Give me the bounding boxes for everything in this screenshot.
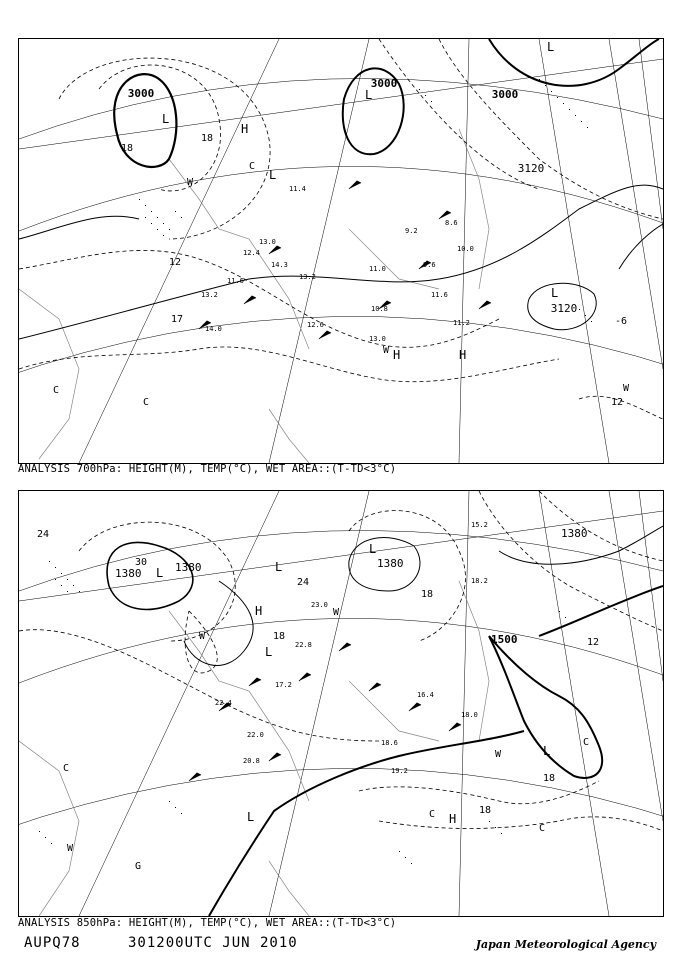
height-label: 3000: [370, 77, 398, 90]
coastlines: [19, 129, 489, 463]
station-value: 12.6: [307, 321, 324, 329]
height-label: 3000: [127, 87, 155, 100]
coastlines: [19, 581, 492, 916]
low-center-marker: L: [247, 810, 255, 824]
station-value: 22.4: [215, 699, 232, 707]
height-label: 1380: [115, 567, 142, 580]
station-value: 8.6: [445, 219, 458, 227]
station-value: 17.2: [275, 681, 292, 689]
thermal-markers: [53, 161, 630, 408]
isotherm-label: 17: [171, 314, 184, 325]
cold-marker: C: [539, 823, 546, 834]
isotherm-label: 12: [169, 257, 182, 268]
low-center-marker: L: [543, 744, 551, 758]
low-center-marker: L: [551, 286, 559, 300]
warm-marker: W: [199, 631, 206, 642]
high-center-marker: H: [393, 348, 401, 362]
warm-marker: W: [383, 345, 390, 356]
low-center-marker: L: [275, 560, 283, 574]
low-center-marker: L: [156, 566, 164, 580]
high-center-marker: H: [241, 122, 249, 136]
station-value: 9.2: [405, 227, 418, 235]
warm-marker: W: [495, 749, 502, 760]
station-value: 10.0: [457, 245, 474, 253]
high-center-marker: H: [255, 604, 263, 618]
station-value: 18.2: [471, 577, 488, 585]
station-value: 13.2: [201, 291, 218, 299]
caption-850hpa: ANALYSIS 850hPa: HEIGHT(M), TEMP(°C), WET AREA::(T-TD<3°C): [18, 917, 397, 929]
caption-700hpa: ANALYSIS 700hPa: HEIGHT(M), TEMP(°C), WET AREA::(T-TD<3°C): [18, 463, 397, 475]
low-center-marker: L: [269, 168, 277, 182]
warm-marker: W: [67, 843, 74, 854]
height-labels: [115, 527, 588, 646]
height-label: 3120: [550, 302, 578, 315]
station-value: 13.0: [259, 238, 276, 246]
station-value: 22.8: [295, 641, 312, 649]
station-value: 11.6: [431, 291, 448, 299]
station-value: 18.6: [381, 739, 398, 747]
low-center-marker: L: [265, 645, 273, 659]
low-center-marker: L: [162, 112, 170, 126]
map-panel-700hpa: [18, 38, 664, 464]
station-value: 22.0: [247, 731, 264, 739]
height-label: 3000: [491, 88, 519, 101]
map-700hpa-canvas: [19, 39, 663, 463]
low-center-marker: L: [547, 40, 555, 54]
height-label: 1380: [377, 557, 404, 570]
station-value: 19.2: [391, 767, 408, 775]
station-value: 11.0: [369, 265, 386, 273]
isotherm-label: 18: [543, 773, 556, 784]
height-label: 1380: [175, 561, 202, 574]
cold-marker: C: [249, 161, 256, 172]
cold-marker: C: [143, 397, 150, 408]
map-850hpa-canvas: [19, 491, 663, 916]
isotherm-label: -6: [615, 316, 628, 327]
pressure-centers: [156, 542, 550, 826]
graticule: [19, 491, 663, 916]
high-center-marker: H: [459, 348, 467, 362]
isotherm-label: 12: [587, 637, 600, 648]
station-value: 14.3: [271, 261, 288, 269]
station-value: 16.4: [417, 691, 434, 699]
isotherms: [19, 491, 663, 831]
wet-area-stipple: [139, 79, 592, 322]
height-label: 3120: [517, 162, 545, 175]
isotherm-label: 18: [421, 589, 434, 600]
station-value: 11.4: [289, 185, 306, 193]
cold-marker: C: [583, 737, 590, 748]
station-value: 11.2: [453, 319, 470, 327]
agency-name: Japan Meteorological Agency: [475, 938, 656, 951]
station-value: 20.8: [243, 757, 260, 765]
isotherm-label: 24: [37, 529, 50, 540]
warm-marker: W: [333, 607, 340, 618]
station-value: 13.2: [299, 273, 316, 281]
station-value: 10.8: [371, 305, 388, 313]
high-center-marker: H: [449, 812, 457, 826]
valid-time: 301200UTC JUN 2010: [128, 935, 298, 951]
station-value: 11.6: [227, 277, 244, 285]
cold-marker: C: [429, 809, 436, 820]
station-value: 15.2: [471, 521, 488, 529]
low-center-marker: L: [369, 542, 377, 556]
warm-marker: W: [187, 177, 194, 188]
station-value: 13.0: [369, 335, 386, 343]
height-contours: [107, 526, 663, 916]
warm-marker: W: [623, 383, 630, 394]
isotherm-label: 12: [611, 397, 624, 408]
station-value: 12.4: [243, 249, 260, 257]
isotherms: [19, 39, 663, 419]
low-center-marker: L: [365, 88, 373, 102]
map-panel-850hpa: [18, 490, 664, 917]
wind-barbs: [199, 181, 491, 339]
isotherm-label: 24: [297, 577, 310, 588]
station-plots: [215, 521, 488, 775]
isotherm-label: 18: [273, 631, 286, 642]
thermal-markers: [63, 607, 589, 872]
product-id: AUPQ78: [24, 935, 81, 951]
cold-marker: G: [135, 861, 142, 872]
station-value: 9.6: [423, 261, 436, 269]
isotherm-label: 30: [135, 557, 148, 568]
wet-area-stipple: [39, 561, 572, 864]
isotherm-label: 18: [479, 805, 492, 816]
height-contours: [19, 39, 663, 339]
isotherm-label: 18: [121, 143, 134, 154]
isotherm-label: 18: [201, 133, 214, 144]
station-value: 18.0: [461, 711, 478, 719]
height-label: 1500: [491, 633, 518, 646]
cold-marker: C: [53, 385, 60, 396]
station-value: 23.0: [311, 601, 328, 609]
height-label: 1380: [561, 527, 588, 540]
station-value: 14.0: [205, 325, 222, 333]
cold-marker: C: [63, 763, 70, 774]
wind-barbs: [189, 643, 461, 781]
